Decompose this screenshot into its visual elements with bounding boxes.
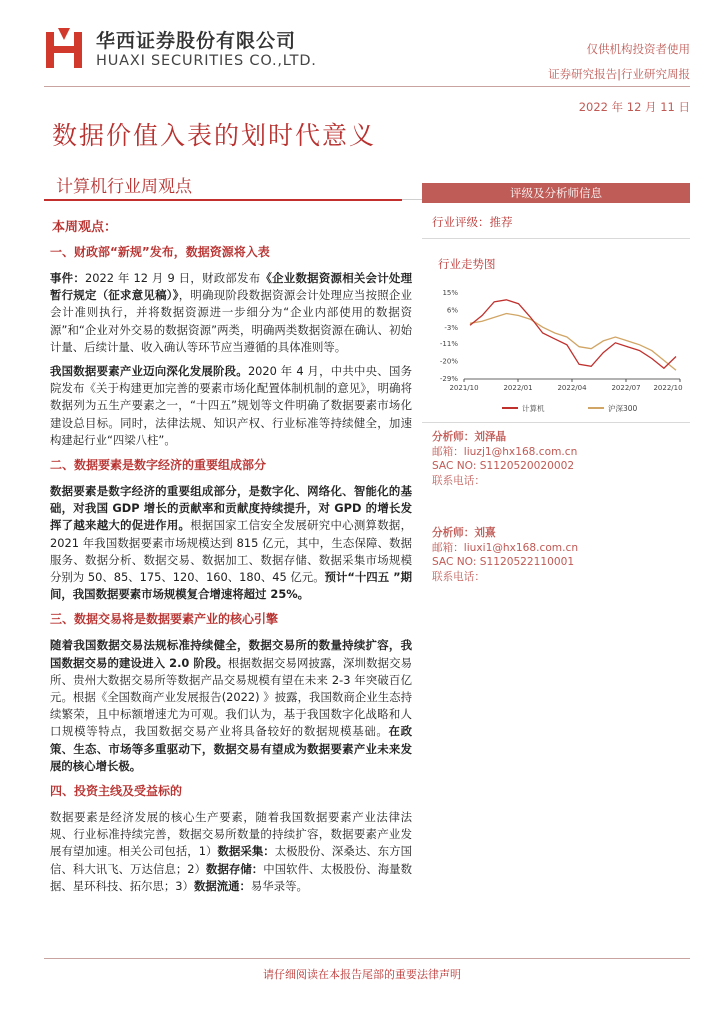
text-run: 易华录等。 xyxy=(250,878,308,893)
paragraph xyxy=(50,270,412,356)
bold-text: 我国数据要素产业迈向深化发展阶段。 xyxy=(50,364,248,379)
section-heading: 四、投资主线及受益标的 xyxy=(50,784,183,799)
legend-label: 计算机 xyxy=(522,404,545,413)
company-name-cn: 华西证券股份有限公司 xyxy=(96,30,297,52)
bold-text: 数据采集： xyxy=(217,844,275,859)
industry-trend-chart xyxy=(422,280,690,420)
series-line-computer xyxy=(470,300,676,368)
text-run: 数据要素是经济发展的核心生产要素，随着我国数据要素产业法律法规、行业标准持续完善，数据交易所数量的持续扩容，数据要素产业发展有望加速。相关公司包括，1） xyxy=(50,810,412,859)
bold-text: 数据流通： xyxy=(193,878,251,893)
x-tick-label: 2021/10 xyxy=(449,384,479,392)
section-heading: 一、财政部“新规”发布，数据资源将入表 xyxy=(50,245,270,259)
text-run: 中国软件、太极股份、海量数据、星环科技、拓尔思；3） xyxy=(50,861,412,893)
rating-analyst-header: 评级及分析师信息 xyxy=(422,183,690,203)
text-run: ，明确现阶段数据资源会计处理应当按照企业会计准则执行，并将数据资源进一步细分为“企业内部使用的数据资源”和“企业对外交易的数据资源”两类，明确两类数据资源在确认、初始计量、后续计量、收入确认等环节应当遵循的具体准则等。 xyxy=(50,288,412,354)
legal-notice[interactable]: 请仔细阅读在本报告尾部的重要法律声明 xyxy=(263,968,461,981)
report-type: 证券研究报告|行业研究周报 xyxy=(548,67,690,81)
investor-disclaimer: 仅供机构投资者使用 xyxy=(586,42,690,56)
main-content xyxy=(50,216,412,902)
text-run: 根据国家工信安全发展研究中心测算数据，2021 年我国数据要素市场规模达到 815 亿元，其中，生态保障、数据服务、数据分析、数据交易、数据加工、数据存储、数据采集市场规模分别为 50、85、175、120、160、180、45 亿元。 xyxy=(50,518,412,585)
report-title: 数据价值入表的划时代意义 xyxy=(52,121,377,150)
huaxi-logo-icon xyxy=(44,26,84,70)
y-tick-label: -3% xyxy=(444,324,458,333)
x-tick-label: 2022/07 xyxy=(611,384,641,392)
bold-text: 随着我国数据交易法规标准持续健全，数据交易所的数量持续扩容，我国数据交易的建设进入 2.0 阶段。 xyxy=(50,638,412,670)
analyst-email[interactable]: 邮箱：liuxi1@hx168.com.cn xyxy=(432,541,579,554)
rating-divider xyxy=(422,238,690,239)
paragraph xyxy=(50,637,412,775)
report-subtitle: 计算机行业周观点 xyxy=(56,177,192,197)
subtitle-underline xyxy=(44,199,402,201)
text-run: 太极股份、深桑达、东方国信、科大讯飞、万达信息；2） xyxy=(50,844,412,876)
analyst-name: 分析师：刘泽晶 xyxy=(432,431,507,443)
weekly-view-heading: 本周观点： xyxy=(52,220,118,235)
industry-rating: 行业评级：推荐 xyxy=(432,215,513,229)
series-line-hs300 xyxy=(470,314,676,371)
analyst-name: 分析师：刘熹 xyxy=(432,527,496,539)
x-tick-label: 2022/01 xyxy=(503,384,533,392)
analyst-2 xyxy=(432,526,682,584)
bold-text: 数据存储： xyxy=(206,861,264,876)
footer-divider xyxy=(44,958,690,959)
paragraph xyxy=(50,483,412,603)
company-name-en: HUAXI SECURITIES CO.,LTD. xyxy=(96,53,317,69)
section-list xyxy=(50,243,412,895)
bold-text: 数据要素是数字经济的重要组成部分，是数字化、网络化、智能化的基础，对我国 GDP 增长的贡献率和贡献度持续提升，对 GPD 的增长发挥了越来越大的促进作用。 xyxy=(50,484,412,533)
y-tick-label: -20% xyxy=(439,357,458,366)
chart-bottom-divider xyxy=(422,422,690,423)
y-tick-label: 6% xyxy=(446,306,458,315)
text-run: 根据数据交易网披露，深圳数据交易所、贵州大数据交易所等数据产品交易规模有望在未来 2-3 年突破百亿元。根据《全国数商产业发展报告(2022) 》披露，我国数商企业生态持续繁荣，且中标额增速尤为可观。我们认为，基于我国数字化战略和人口规模等特点，我国数据交易产业将具备较好的数据规模基础。 xyxy=(50,655,412,739)
bold-text: 预计“十四五 ”期间，我国数据要素市场规模复合增速将超过 25%。 xyxy=(50,570,412,602)
analyst-phone: 联系电话： xyxy=(432,474,485,487)
x-tick-label: 2022/04 xyxy=(557,384,587,392)
analyst-phone: 联系电话： xyxy=(432,570,485,583)
y-tick-label: -11% xyxy=(439,339,458,348)
text-run: 2022 年 12 月 9 日，财政部发布 xyxy=(85,271,261,285)
bold-text: 《企业数据资源相关会计处理暂行规定（征求意见稿）》 xyxy=(50,271,412,303)
paragraph xyxy=(50,809,412,895)
bold-text: 在政策、生态、市场等多重驱动下，数据交易有望成为数据要素产业未来发展的核心增长极。 xyxy=(50,724,412,773)
bold-text: 事件： xyxy=(50,271,86,285)
y-tick-label: 15% xyxy=(442,289,458,297)
section-heading: 三、数据交易将是数据要素产业的核心引擎 xyxy=(50,612,279,627)
analyst-1 xyxy=(432,430,682,488)
y-tick-label: -29% xyxy=(439,375,458,383)
text-run: 2020 年 4 月，中共中央、国务院发布《关于构建更加完善的要素市场化配置体制机制的意见》，明确将数据列为五生产要素之一，“十四五”规划等文件明确了数据要素市场化建设总目标。同时，法律法规、知识产权、行业标准等持续健全，加速构建起行业“四梁八柱”。 xyxy=(50,364,412,447)
x-tick-label: 2022/10 xyxy=(653,384,683,392)
analyst-email[interactable]: 邮箱：liuzj1@hx168.com.cn xyxy=(432,445,578,458)
report-date: 2022 年 12 月 11 日 xyxy=(578,100,690,114)
analyst-sac: SAC NO: S1120520020002 xyxy=(432,460,575,473)
trend-chart-title: 行业走势图 xyxy=(438,257,496,271)
paragraph xyxy=(50,363,412,449)
section-heading: 二、数据要素是数字经济的重要组成部分 xyxy=(50,458,267,473)
analyst-sac: SAC NO: S1120522110001 xyxy=(432,556,575,569)
legend-label: 沪深300 xyxy=(608,404,638,413)
header-divider xyxy=(44,86,690,87)
